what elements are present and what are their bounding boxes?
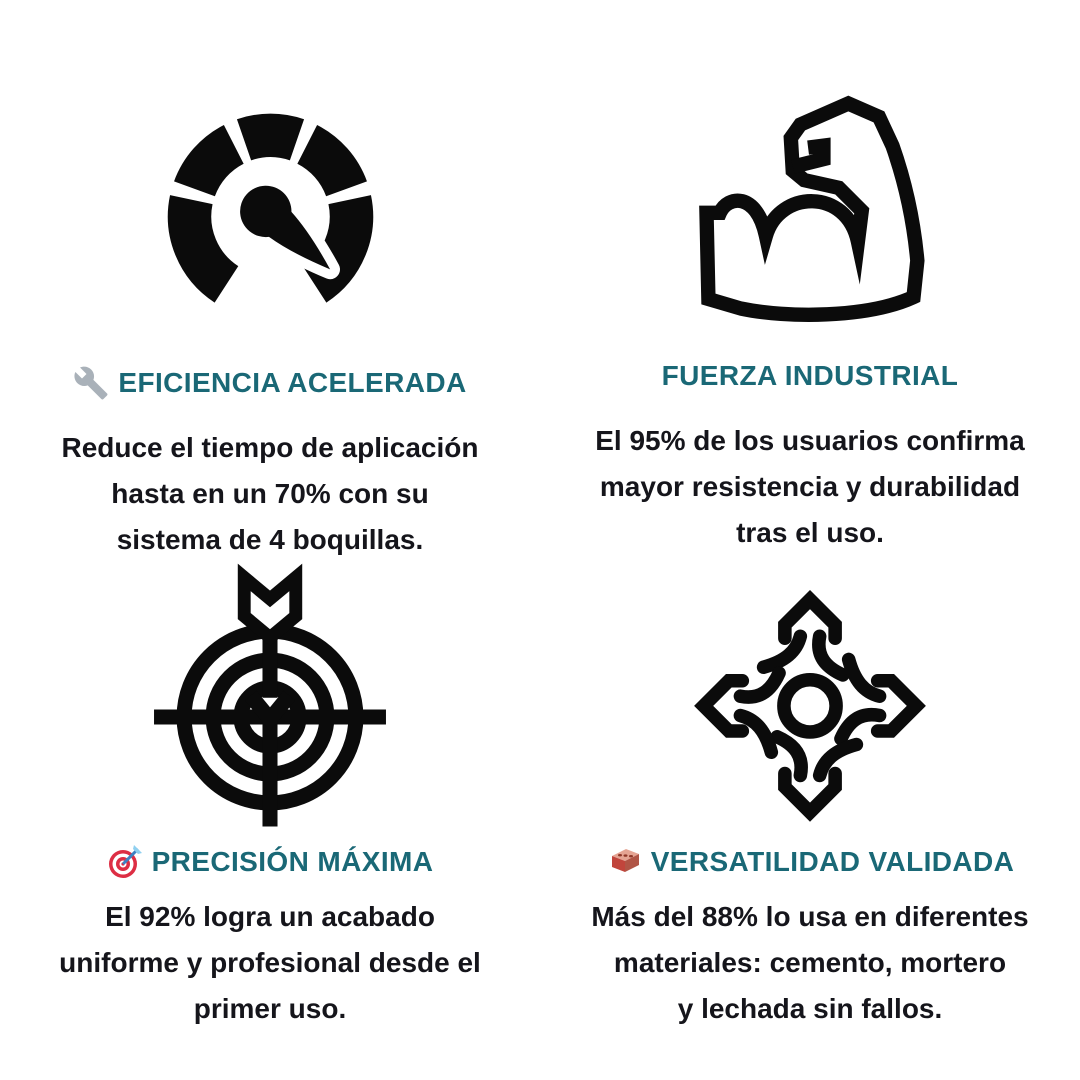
feature-card-precision [0,540,540,1080]
feature-title-eficiencia [73,365,466,401]
feature-title-fuerza [662,358,959,394]
feature-body-versatilidad [591,894,1028,1032]
feature-title-precision [107,844,434,880]
feature-title-text: EFICIENCIA ACELERADA [118,367,467,398]
body-line: El 95% de los usuarios confirma [595,425,1025,456]
body-line: tras el uso. [736,517,884,548]
body-line: Más del 88% lo usa en diferentes [591,901,1029,932]
feature-body-precision [59,894,481,1032]
feature-body-fuerza [595,418,1024,556]
feature-card-fuerza [540,0,1080,548]
feature-title-versatilidad [606,844,1015,880]
feature-card-eficiencia [0,0,540,555]
body-line: sistema de 4 boquillas. [116,524,424,555]
feature-title-text: VERSATILIDAD VALIDADA [650,846,1015,877]
body-line: Reduce el tiempo de aplicación [61,432,479,463]
body-line: El 92% logra un acabado [105,901,435,932]
feature-title-text: PRECISIÓN MÁXIMA [151,846,434,877]
four-arrows-icon-box [694,566,926,838]
body-line: hasta en un 70% con su [111,478,429,509]
speedometer-icon [152,92,389,329]
target-arrow-icon [139,571,401,833]
flexed-arm-icon [695,92,925,322]
flexed-arm-icon-box [695,92,925,322]
feature-card-versatilidad [540,540,1080,1080]
feature-title-text: FUERZA INDUSTRIAL [661,360,959,391]
body-line: primer uso. [193,993,347,1024]
wrench-icon [73,365,109,401]
direct-hit-icon [107,844,143,880]
target-icon-box [139,566,401,838]
speedometer-icon-box [152,92,389,329]
body-line: y lechada sin fallos. [677,993,943,1024]
body-line: materiales: cemento, mortero [613,947,1007,978]
brick-icon [606,844,642,880]
body-line: mayor resistencia y durabilidad [599,471,1021,502]
body-line: uniforme y profesional desde el [59,947,481,978]
four-direction-arrows-icon [694,586,926,818]
